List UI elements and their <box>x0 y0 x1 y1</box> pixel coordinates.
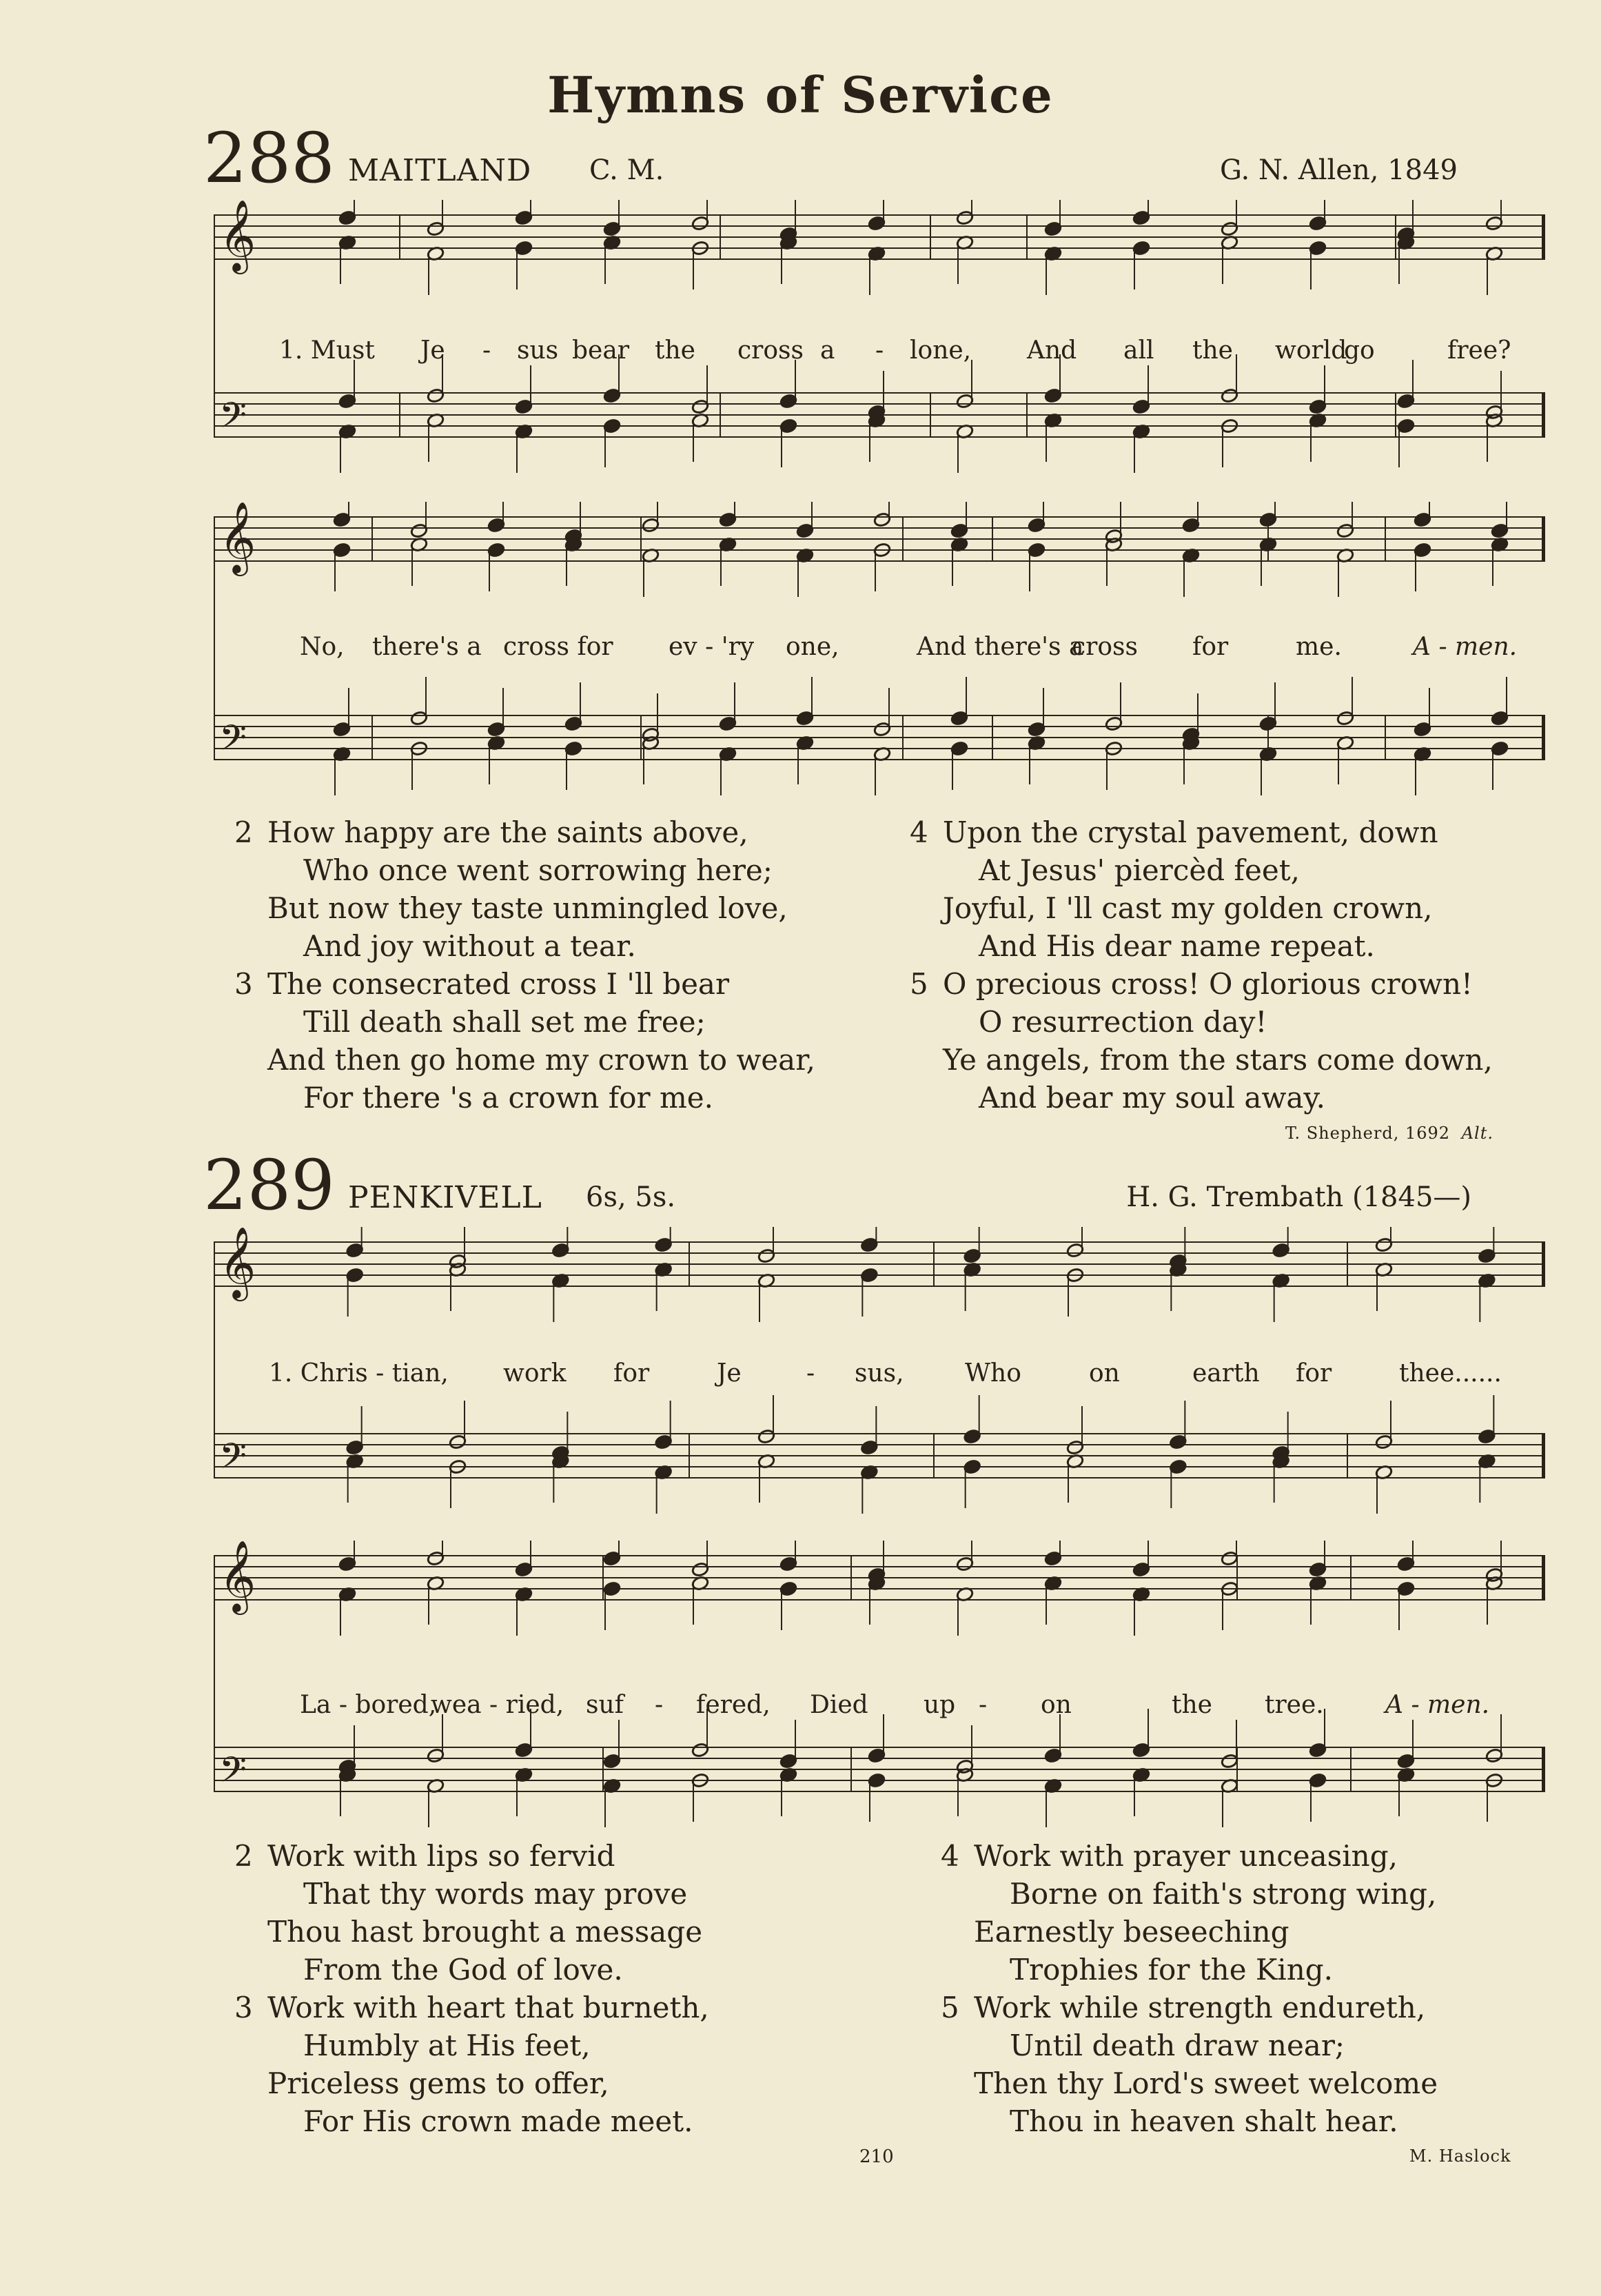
lyric-syllable: bear <box>572 336 630 365</box>
treble-staff <box>214 1227 1545 1322</box>
lyric-syllable: go <box>1344 336 1375 365</box>
lyric-syllable: for <box>613 1359 650 1388</box>
bass-clef-icon: 𝄢 <box>219 1749 247 1799</box>
treble-staff <box>214 200 1545 295</box>
lyric-syllable: suf <box>586 1691 624 1719</box>
bass-clef-icon: 𝄢 <box>219 394 247 445</box>
lyric-syllable: for <box>1296 1359 1332 1388</box>
lyric-syllable: La - bored, <box>300 1691 437 1719</box>
treble-staff <box>214 1541 1545 1636</box>
verse-number: 2 <box>234 815 253 849</box>
lyric-syllable: No, <box>300 633 345 661</box>
lyric-syllable: cross for <box>503 633 613 661</box>
verse-number: 3 <box>234 967 253 1001</box>
page-number: 210 <box>859 2146 894 2167</box>
lyric-syllable: A - men. <box>1385 1691 1490 1719</box>
verse-text: Thou in heaven shalt hear. <box>1010 2104 1398 2138</box>
lyric-syllable: sus, <box>855 1359 904 1388</box>
verse-line <box>941 1989 1438 2026</box>
verse-line <box>941 2064 1438 2102</box>
verse-text: Thou hast brought a message <box>267 1915 703 1949</box>
verse-line <box>234 889 815 927</box>
lyric-syllable: tree. <box>1265 1691 1324 1719</box>
meter: 6s, 5s. <box>586 1181 676 1213</box>
verse-text: For there 's a crown for me. <box>303 1081 713 1115</box>
composer: G. N. Allen, 1849 <box>1220 154 1458 186</box>
bass-staff <box>214 677 1545 795</box>
lyrics-line <box>214 336 1545 378</box>
verse-line <box>234 1837 709 1875</box>
lyric-syllable: - <box>655 1691 664 1719</box>
page-title: Hymns of Service <box>547 65 1054 124</box>
lyric-syllable: - <box>875 336 884 365</box>
tune-name: PENKIVELL <box>348 1180 542 1215</box>
lyric-syllable: cross <box>1072 633 1138 661</box>
verse-line <box>941 2102 1438 2140</box>
hymn-header-288 <box>203 118 1513 207</box>
bass-clef-icon: 𝄢 <box>219 717 247 767</box>
verse-line <box>234 1989 709 2026</box>
verse-text: Work with prayer unceasing, <box>974 1839 1398 1873</box>
verse-text: For His crown made meet. <box>303 2104 693 2138</box>
treble-clef-icon: 𝄞 <box>219 1541 256 1612</box>
verse-line <box>941 1913 1438 1951</box>
verse-text: And His dear name repeat. <box>979 929 1375 963</box>
verse-line <box>234 1041 815 1079</box>
lyric-syllable: 1. Chris - tian, <box>269 1359 449 1388</box>
verse-line <box>234 2026 709 2064</box>
verse-line <box>910 851 1493 889</box>
verse-number: 4 <box>941 1839 959 1873</box>
lyric-syllable: there's a <box>372 633 482 661</box>
verse-text: Joyful, I 'll cast my golden crown, <box>943 891 1433 925</box>
author-name: T. Shepherd, 1692 <box>1285 1124 1451 1143</box>
lyric-syllable: cross <box>737 336 804 365</box>
meter: C. M. <box>589 154 664 186</box>
verse-text: How happy are the saints above, <box>267 815 748 849</box>
verse-number: 4 <box>910 815 928 849</box>
verse-line <box>234 851 815 889</box>
verse-text: Work with lips so fervid <box>267 1839 615 1873</box>
verse-text: Ye angels, from the stars come down, <box>943 1043 1493 1077</box>
treble-clef-icon: 𝄞 <box>219 1227 256 1299</box>
verse-text: And joy without a tear. <box>303 929 636 963</box>
lyric-syllable: on <box>1089 1359 1120 1388</box>
lyric-syllable: Died <box>810 1691 868 1719</box>
lyric-syllable: - <box>979 1691 988 1719</box>
lyric-syllable: a <box>820 336 835 365</box>
verse-number: 2 <box>234 1839 253 1873</box>
composer: H. G. Trembath (1845—) <box>1126 1181 1471 1213</box>
lyric-syllable: - <box>806 1359 815 1388</box>
lyric-syllable: Je <box>717 1359 742 1388</box>
verse-line <box>234 2064 709 2102</box>
lyric-syllable: And <box>1027 336 1077 365</box>
verse-text: O resurrection day! <box>979 1005 1267 1039</box>
lyric-syllable: work <box>503 1359 567 1388</box>
lyric-syllable: earth <box>1192 1359 1260 1388</box>
verse-number: 3 <box>234 1991 253 2024</box>
verse-text: The consecrated cross I 'll bear <box>267 967 730 1001</box>
hymn-number: 288 <box>203 118 335 199</box>
verse-line <box>234 965 815 1003</box>
verse-line <box>941 1875 1438 1913</box>
lyric-syllable: 1. Must <box>279 336 375 365</box>
lyrics-line <box>214 633 1545 674</box>
lyric-syllable: on <box>1041 1691 1072 1719</box>
author-note: Alt. <box>1461 1124 1493 1143</box>
verse-text: Who once went sorrowing here; <box>303 853 773 887</box>
lyric-syllable: sus <box>517 336 559 365</box>
verse-text: Earnestly beseeching <box>974 1915 1289 1949</box>
verse-text: And then go home my crown to wear, <box>267 1043 816 1077</box>
author-credit <box>1409 2146 1511 2166</box>
verse-text: Humbly at His feet, <box>303 2029 591 2062</box>
verse-text: Work while strength endureth, <box>974 1991 1426 2024</box>
lyric-syllable: for <box>1192 633 1229 661</box>
verse-text: Borne on faith's strong wing, <box>1010 1877 1437 1911</box>
verse-number: 5 <box>941 1991 959 2024</box>
lyric-syllable: the <box>1192 336 1233 365</box>
lyric-syllable: thee...... <box>1399 1359 1502 1388</box>
verse-line <box>910 1003 1493 1041</box>
lyric-syllable: the <box>1172 1691 1212 1719</box>
treble-clef-icon: 𝄞 <box>219 502 256 573</box>
verse-text: Work with heart that burneth, <box>267 1991 709 2024</box>
verse-text: That thy words may prove <box>303 1877 688 1911</box>
verse-line <box>234 1003 815 1041</box>
lyric-syllable: world <box>1275 336 1347 365</box>
verse-line <box>910 1079 1493 1117</box>
lyric-syllable: Je <box>420 336 445 365</box>
treble-staff <box>214 502 1545 597</box>
hymn-header-289 <box>203 1145 1513 1234</box>
verse-line <box>910 1041 1493 1079</box>
lyric-syllable: wea - ried, <box>431 1691 564 1719</box>
verse-text: Until death draw near; <box>1010 2029 1345 2062</box>
verse-line <box>910 813 1493 851</box>
verse-line <box>941 1837 1438 1875</box>
lyric-syllable: free? <box>1447 336 1511 365</box>
lyric-syllable: up <box>924 1691 956 1719</box>
lyric-syllable: fered, <box>696 1691 771 1719</box>
verses-left-289 <box>234 1837 709 2140</box>
verse-line <box>910 889 1493 927</box>
lyric-syllable: me. <box>1296 633 1342 661</box>
bass-clef-icon: 𝄢 <box>219 1435 247 1485</box>
hymn-number: 289 <box>203 1145 335 1226</box>
verses-left-288 <box>234 813 815 1117</box>
lyric-syllable: And there's a <box>917 633 1084 661</box>
verse-text: Upon the crystal pavement, down <box>943 815 1438 849</box>
lyric-syllable: ev - 'ry <box>669 633 755 661</box>
verse-line <box>234 1951 709 1989</box>
lyric-syllable: the <box>655 336 695 365</box>
verse-line <box>234 813 815 851</box>
verse-line <box>234 2102 709 2140</box>
verse-text: But now they taste unmingled love, <box>267 891 788 925</box>
verse-line <box>941 2026 1438 2064</box>
verse-text: From the God of love. <box>303 1953 623 1987</box>
lyric-syllable: A - men. <box>1413 633 1518 661</box>
verse-text: O precious cross! O glorious crown! <box>943 967 1473 1001</box>
author-name: M. Haslock <box>1409 2146 1511 2166</box>
verse-text: Then thy Lord's sweet welcome <box>974 2066 1438 2100</box>
verse-text: And bear my soul away. <box>979 1081 1325 1115</box>
lyric-syllable: Who <box>965 1359 1021 1388</box>
verse-line <box>234 927 815 965</box>
verses-right-288 <box>910 813 1493 1117</box>
tune-name: MAITLAND <box>348 153 532 188</box>
verse-text: At Jesus' piercèd feet, <box>979 853 1300 887</box>
verse-line <box>941 1951 1438 1989</box>
lyric-syllable: all <box>1123 336 1154 365</box>
lyric-syllable: one, <box>786 633 839 661</box>
verse-text: Till death shall set me free; <box>303 1005 706 1039</box>
verse-text: Priceless gems to offer, <box>267 2066 609 2100</box>
lyrics-line <box>214 1359 1545 1401</box>
verse-line <box>234 1913 709 1951</box>
verses-right-289 <box>941 1837 1438 2140</box>
lyric-syllable: - <box>482 336 491 365</box>
author-credit <box>1285 1124 1493 1143</box>
grand-staff <box>214 1541 1545 1830</box>
verse-line <box>910 965 1493 1003</box>
verse-number: 5 <box>910 967 928 1001</box>
treble-clef-icon: 𝄞 <box>219 200 256 272</box>
verse-line <box>234 1875 709 1913</box>
bass-staff <box>214 1395 1545 1514</box>
verse-line <box>234 1079 815 1117</box>
verse-text: Trophies for the King. <box>1010 1953 1333 1987</box>
lyric-syllable: lone, <box>910 336 972 365</box>
verse-line <box>910 927 1493 965</box>
lyrics-line <box>214 1691 1545 1732</box>
